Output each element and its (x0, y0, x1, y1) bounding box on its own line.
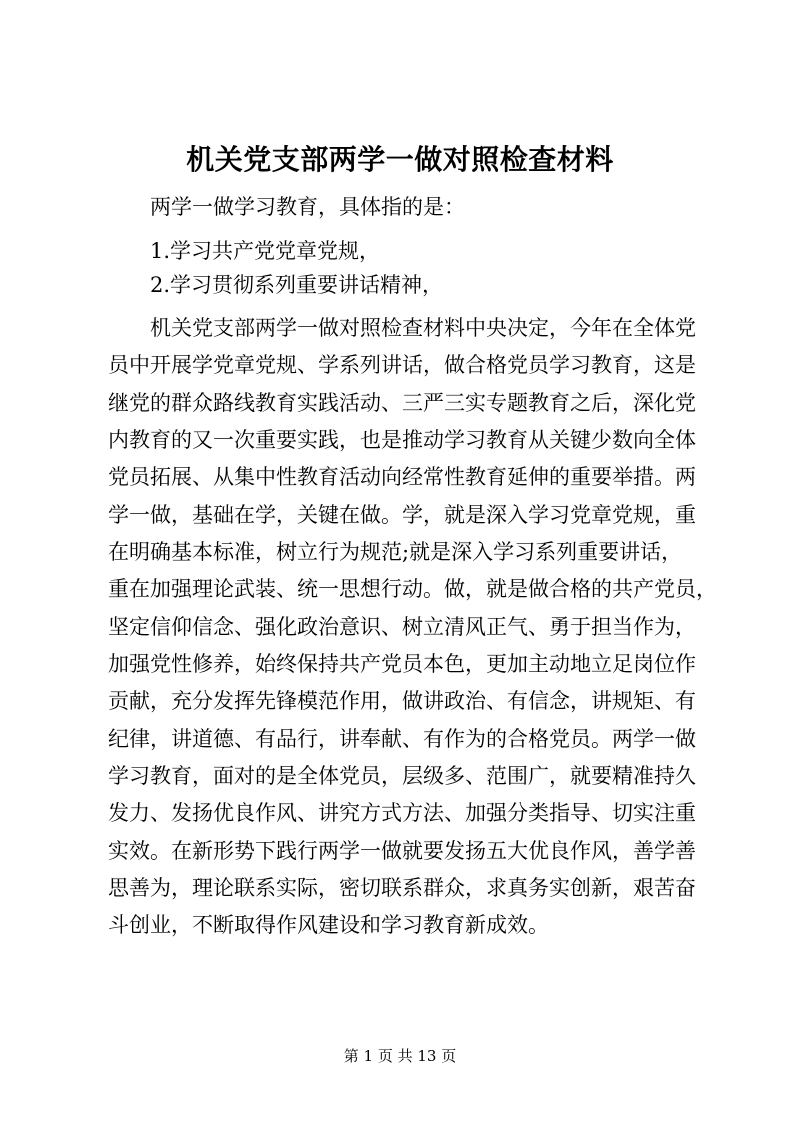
body-line: 内教育的又一次重要实践，也是推动学习教育从关键少数向全体 (108, 428, 696, 452)
body-line: 在明确基本标准，树立行为规范;就是深入学习系列重要讲话， (108, 540, 683, 564)
list-item-1: 1.学习共产党党章党规， (150, 239, 381, 263)
body-line: 实效。在新形势下践行两学一做就要发扬五大优良作风，善学善 (108, 839, 696, 863)
intro-line: 两学一做学习教育，具体指的是： (150, 195, 465, 219)
page-title: 机关党支部两学一做对照检查材料 (186, 143, 614, 176)
list-item-2: 2.学习贯彻系列重要讲话精神， (150, 273, 444, 297)
body-line: 坚定信仰信念、强化政治意识、树立清风正气、勇于担当作为， (108, 615, 696, 639)
body-line: 学习教育，面对的是全体党员，层级多、范围广，就要精准持久 (108, 764, 696, 788)
body-line: 重在加强理论武装、统一思想行动。做，就是做合格的共产党员， (108, 577, 717, 601)
body-line: 继党的群众路线教育实践活动、三严三实专题教育之后，深化党 (108, 391, 696, 415)
body-line: 贡献，充分发挥先锋模范作用，做讲政治、有信念，讲规矩、有 (108, 689, 696, 713)
body-line: 发力、发扬优良作风、讲究方式方法、加强分类指导、切实注重 (108, 801, 696, 825)
body-line: 思善为，理论联系实际，密切联系群众，求真务实创新，艰苦奋 (108, 876, 696, 900)
body-line: 学一做，基础在学，关键在做。学，就是深入学习党章党规，重 (108, 503, 696, 527)
body-line: 斗创业，不断取得作风建设和学习教育新成效。 (108, 913, 549, 937)
page-number-footer: 第 1 页 共 13 页 (343, 1047, 457, 1065)
body-line: 员中开展学党章党规、学系列讲话，做合格党员学习教育，这是 (108, 353, 696, 377)
body-line: 党员拓展、从集中性教育活动向经常性教育延伸的重要举措。两 (108, 465, 696, 489)
body-line: 纪律，讲道德、有品行，讲奉献、有作为的合格党员。两学一做 (108, 727, 696, 751)
body-line: 机关党支部两学一做对照检查材料中央决定，今年在全体党 (150, 316, 696, 340)
body-line: 加强党性修养，始终保持共产党员本色，更加主动地立足岗位作 (108, 652, 696, 676)
